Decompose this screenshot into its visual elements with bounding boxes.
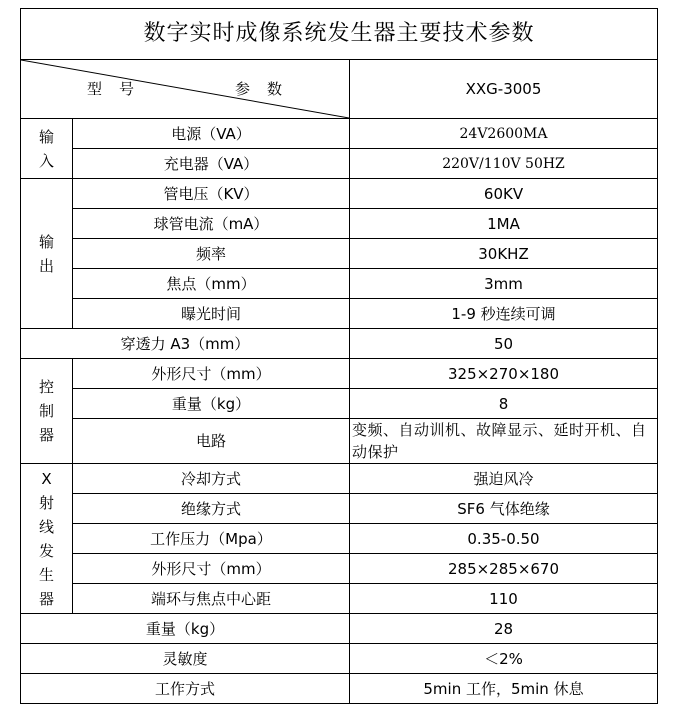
header-param-label: 参 数 [235,80,284,98]
row-label: 频率 [73,239,350,269]
group-input: 输 入 [21,119,73,179]
row-value: 5min 工作，5min 休息 [350,674,658,704]
row-label: 电路 [73,419,350,464]
group-output: 输 出 [21,179,73,329]
row-value: 0.35-0.50 [350,524,658,554]
row-value: 28 [350,614,658,644]
row-label: 外形尺寸（mm） [73,359,350,389]
row-label: 灵敏度 [21,644,350,674]
row-value: 30KHZ [350,239,658,269]
row-label: 曝光时间 [73,299,350,329]
row-value: 50 [350,329,658,359]
row-label: 重量（kg） [21,614,350,644]
row-label: 工作压力（Mpa） [73,524,350,554]
row-value: 1MA [350,209,658,239]
row-label: 冷却方式 [73,464,350,494]
row-value: 60KV [350,179,658,209]
row-value: 325×270×180 [350,359,658,389]
row-value: 变频、自动训机、故障显示、延时开机、自动保护 [350,419,658,464]
row-label: 充电器（VA） [73,149,350,179]
row-label: 穿透力 A3（mm） [21,329,350,359]
row-label: 电源（VA） [73,119,350,149]
table-title: 数字实时成像系统发生器主要技术参数 [21,9,658,60]
row-value: 3mm [350,269,658,299]
header-model-param [21,60,350,119]
row-value: 220V/110V 50HZ [350,149,658,179]
row-label: 焦点（mm） [73,269,350,299]
row-label: 端环与焦点中心距 [73,584,350,614]
row-label: 重量（kg） [73,389,350,419]
row-value: 110 [350,584,658,614]
row-value: SF6 气体绝缘 [350,494,658,524]
header-model-label: 型 号 [86,80,135,98]
row-label: 外形尺寸（mm） [73,554,350,584]
group-xray: X 射 线 发 生 器 [21,464,73,614]
row-value: 24V2600MA [350,119,658,149]
header-model-value: XXG-3005 [350,60,658,119]
row-label: 工作方式 [21,674,350,704]
group-control: 控 制 器 [21,359,73,464]
row-value: 1-9 秒连续可调 [350,299,658,329]
row-label: 绝缘方式 [73,494,350,524]
row-value: 285×285×670 [350,554,658,584]
row-value: 强迫风冷 [350,464,658,494]
row-label: 球管电流（mA） [73,209,350,239]
spec-table [20,8,658,704]
row-label: 管电压（KV） [73,179,350,209]
row-value: ＜2% [350,644,658,674]
row-value: 8 [350,389,658,419]
